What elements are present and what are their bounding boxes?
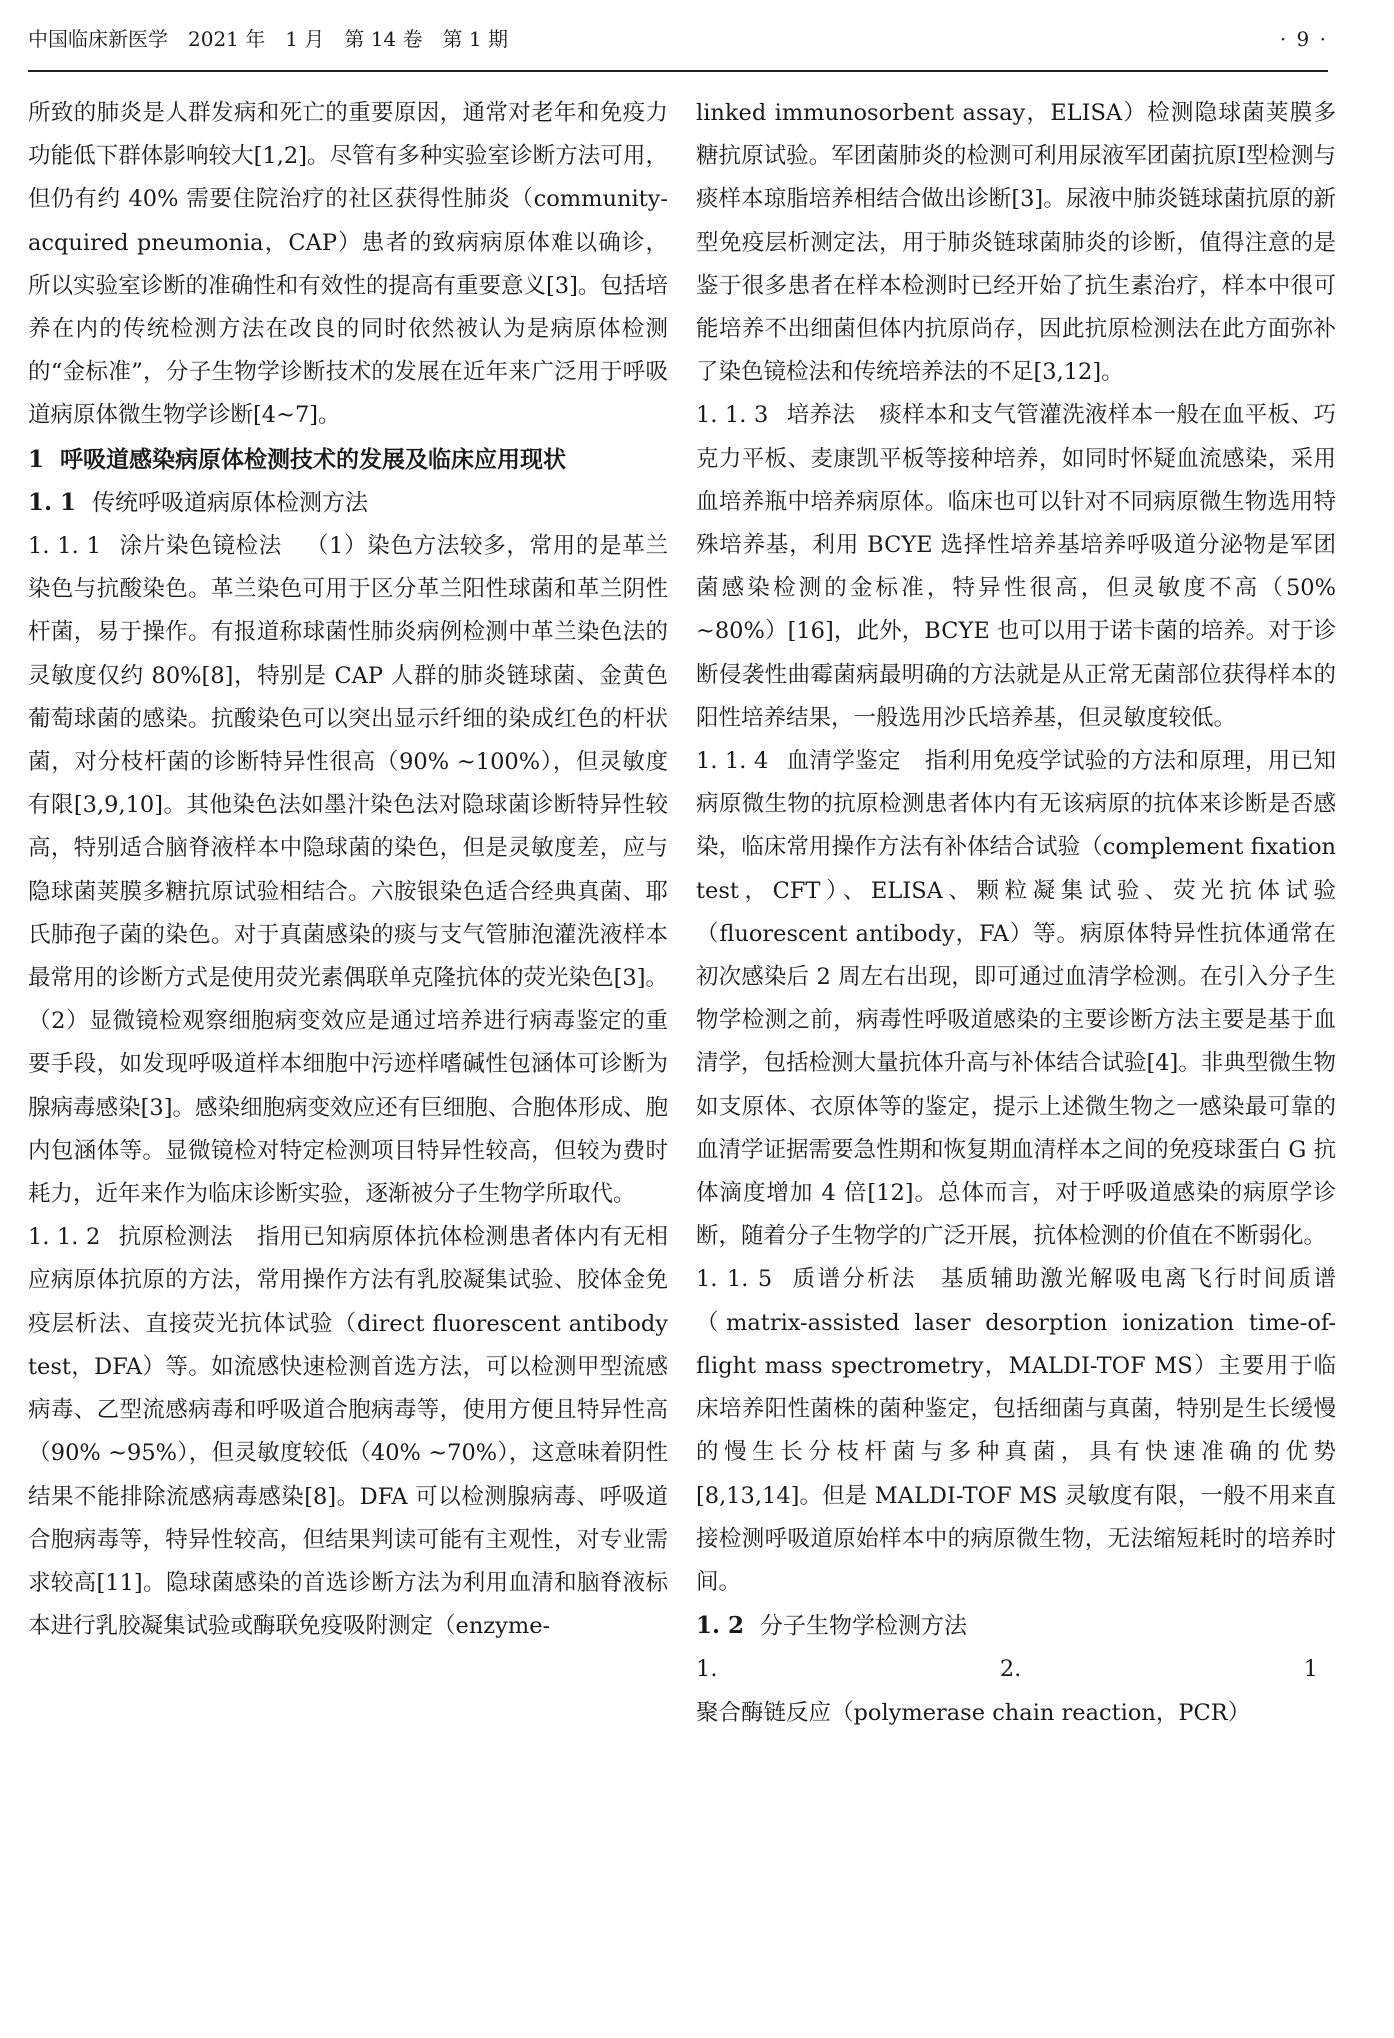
paragraph-1-1-3 <box>696 394 1336 740</box>
paragraph-body: （1）染色方法较多，常用的是革兰染色与抗酸染色。革兰染色可用于区分革兰阳性球菌和革兰阴性杆菌，易于操作。有报道称球菌性肺炎病例检测中革兰染色法的灵敏度仅约 80%[8]，特别是 CAP 人群的肺炎链球菌、金黄色葡萄球菌的感染。抗酸染色可以突出显示纤细的染成红色的杆状菌，对分枝杆菌的诊断特异性很高（90% ~100%），但灵敏度有限[3,9,10]。其他染色法如墨汁染色法对隐球菌诊断特异性较高，特别适合脑脊液样本中隐球菌的染色，但是灵敏度差，应与隐球菌荚膜多糖抗原试验相结合。六胺银染色适合经典真菌、耶氏肺孢子菌的染色。对于真菌感染的痰与支气管肺泡灌洗液样本最常用的诊断方式是使用荧光素偶联单克隆抗体的荧光染色[3]。（2）显微镜检观察细胞病变效应是通过培养进行病毒鉴定的重要手段，如发现呼吸道样本细胞中污迹样嗜碱性包涵体可诊断为腺病毒感染[3]。感染细胞病变效应还有巨细胞、合胞体形成、胞内包涵体等。显微镜检对特定检测项目特异性较高，但较为费时耗力，近年来作为临床诊断实验，逐渐被分子生物学所取代。 <box>28 533 668 1208</box>
subsubsection-title: 聚合酶链反应（polymerase chain reaction，PCR） <box>696 1699 1251 1726</box>
subsection-title: 分子生物学检测方法 <box>760 1613 968 1640</box>
paragraph-1-1-5 <box>696 1258 1336 1604</box>
paragraph-body: 痰样本和支气管灌洗液样本一般在血平板、巧克力平板、麦康凯平板等接种培养，如同时怀疑血流感染，采用血培养瓶中培养病原体。临床也可以针对不同病原微生物选用特殊培养基，利用 BCYE 选择性培养基培养呼吸道分泌物是军团菌感染检测的金标准，特异性很高，但灵敏度不高（50% ~80%）[16]，此外，BCYE 也可以用于诺卡菌的培养。对于诊断侵袭性曲霉菌病最明确的方法就是从正常无菌部位获得样本的阳性培养结果，一般选用沙氏培养基，但灵敏度较低。 <box>696 402 1336 731</box>
page-number: · 9 · <box>1279 27 1328 51</box>
intro-paragraph: 所致的肺炎是人群发病和死亡的重要原因，通常对老年和免疫力功能低下群体影响较大[1,2]。尽管有多种实验室诊断方法可用，但仍有约 40% 需要住院治疗的社区获得性肺炎（community-acquired pneumonia，CAP）患者的致病病原体难以确诊，所以实验室诊断的准确性和有效性的提高有重要意义[3]。包括培养在内的传统检测方法在改良的同时依然被认为是病原体检测的“金标准”，分子生物学诊断技术的发展在近年来广泛用于呼吸道病原体微生物学诊断[4~7]。 <box>28 100 668 429</box>
paragraph-1-1-2 <box>28 1216 668 1648</box>
subsection-heading-1-2 <box>696 1604 1336 1648</box>
paragraph-body: 指利用免疫学试验的方法和原理，用已知病原微生物的抗原检测患者体内有无该病原的抗体来诊断是否感染，临床常用操作方法有补体结合试验（complement fixation test，CFT）、ELISA、颗粒凝集试验、荧光抗体试验（fluorescent antibody，FA）等。病原体特异性抗体通常在初次感染后 2 周左右出现，即可通过血清学检测。在引入分子生物学检测之前，病毒性呼吸道感染的主要诊断方法主要是基于血清学，包括检测大量抗体升高与补体结合试验[4]。非典型微生物如支原体、衣原体等的鉴定，提示上述微生物之一感染最可靠的血清学证据需要急性期和恢复期血清样本之间的免疫球蛋白 G 抗体滴度增加 4 倍[12]。总体而言，对于呼吸道感染的病原学诊断，随着分子生物学的广泛开展，抗体检测的价值在不断弱化。 <box>696 748 1336 1250</box>
header-rule <box>28 70 1328 72</box>
paragraph-1-1-4 <box>696 740 1336 1258</box>
subsubsection-title: 血清学鉴定 <box>786 748 901 775</box>
running-header <box>28 22 1328 56</box>
section-title: 呼吸道感染病原体检测技术的发展及临床应用现状 <box>60 445 567 473</box>
subsubsection-number: 1. 1. 5 <box>696 1266 773 1293</box>
subsubsection-title: 培养法 <box>786 402 856 429</box>
right-column <box>696 92 1336 1735</box>
paragraph-1-1-1 <box>28 525 668 1216</box>
subsection-heading-1-1 <box>28 481 668 525</box>
section-heading-1 <box>28 438 668 481</box>
subsection-number: 1. 1 <box>28 488 77 516</box>
subsubsection-number: 1. 1. 2 <box>28 1224 101 1251</box>
paragraph-body: 基质辅助激光解吸电离飞行时间质谱（matrix-assisted laser desorption ionization time-of-flight mass spectrometry，MALDI-TOF MS）主要用于临床培养阳性菌株的菌种鉴定，包括细菌与真菌，特别是生长缓慢的慢生长分枝杆菌与多种真菌，具有快速准确的优势[8,13,14]。但是 MALDI-TOF MS 灵敏度有限，一般不用来直接检测呼吸道原始样本中的病原微生物，无法缩短耗时的培养时间。 <box>696 1266 1336 1595</box>
subsubsection-title: 抗原检测法 <box>118 1224 233 1251</box>
journal-info: 中国临床新医学 2021 年 1 月 第 14 卷 第 1 期 <box>28 27 508 51</box>
paragraph-1-2-1 <box>696 1648 1336 1734</box>
subsubsection-number: 1. 1. 3 <box>696 402 769 429</box>
paragraph-body: 指用已知病原体抗体检测患者体内有无相应病原体抗原的方法，常用操作方法有乳胶凝集试验、胶体金免疫层析法、直接荧光抗体试验（direct fluorescent antibody test，DFA）等。如流感快速检测首选方法，可以检测甲型流感病毒、乙型流感病毒和呼吸道合胞病毒等，使用方便且特异性高（90% ~95%），但灵敏度较低（40% ~70%），这意味着阴性结果不能排除流感病毒感染[8]。DFA 可以检测腺病毒、呼吸道合胞病毒等，特异性较高，但结果判读可能有主观性，对专业需求较高[11]。隐球菌感染的首选诊断方法为利用血清和脑脊液标本进行乳胶凝集试验或酶联免疫吸附测定（enzyme- <box>28 1224 668 1640</box>
subsubsection-number: 1. 2. 1 <box>696 1656 1318 1683</box>
subsection-title: 传统呼吸道病原体检测方法 <box>92 489 369 516</box>
subsubsection-number: 1. 1. 1 <box>28 533 101 560</box>
subsubsection-title: 质谱分析法 <box>790 1266 917 1293</box>
continued-paragraph: linked immunosorbent assay，ELISA）检测隐球菌荚膜多糖抗原试验。军团菌肺炎的检测可利用尿液军团菌抗原Ⅰ型检测与痰样本琼脂培养相结合做出诊断[3]。尿液中肺炎链球菌抗原的新型免疫层析测定法，用于肺炎链球菌肺炎的诊断，值得注意的是鉴于很多患者在样本检测时已经开始了抗生素治疗，样本中很可能培养不出细菌但体内抗原尚存，因此抗原检测法在此方面弥补了染色镜检法和传统培养法的不足[3,12]。 <box>696 100 1336 386</box>
left-column <box>28 92 668 1648</box>
section-number: 1 <box>28 445 45 473</box>
subsubsection-title: 涂片染色镜检法 <box>118 533 282 560</box>
subsection-number: 1. 2 <box>696 1612 745 1640</box>
subsubsection-number: 1. 1. 4 <box>696 748 769 775</box>
